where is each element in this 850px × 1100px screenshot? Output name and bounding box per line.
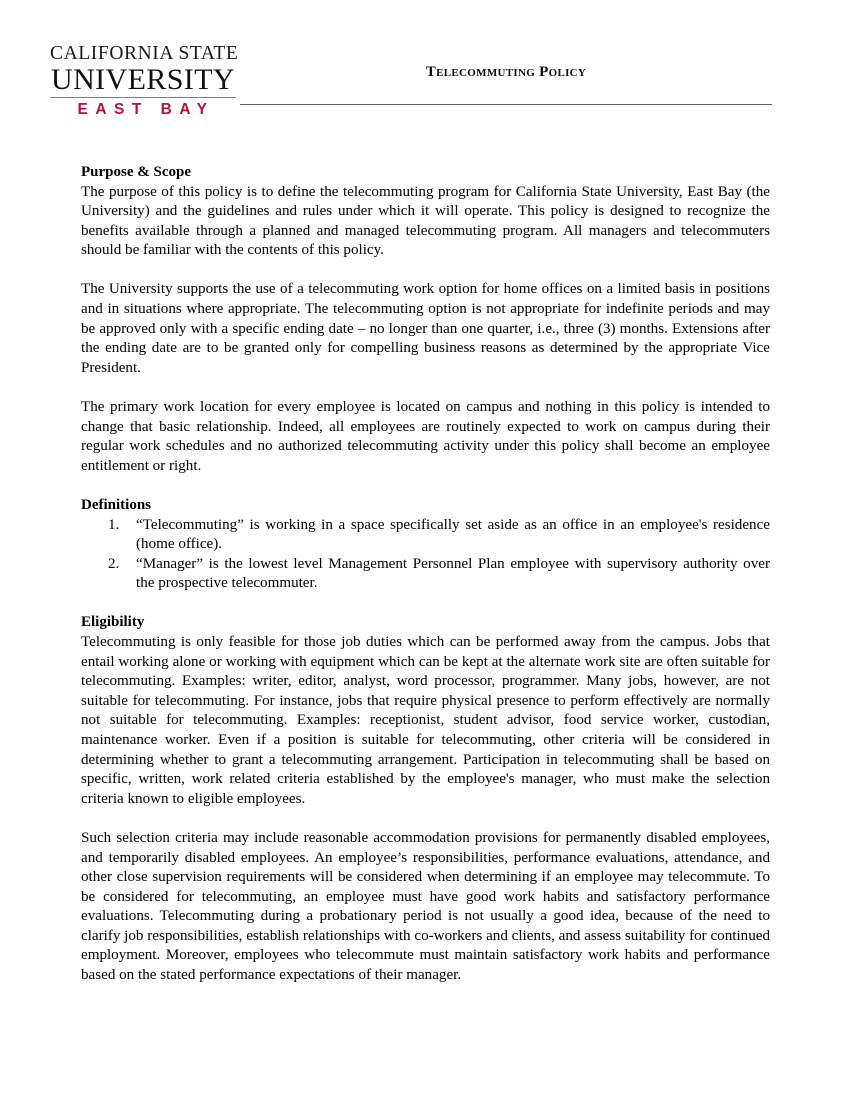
section-heading: Purpose & Scope <box>81 164 191 180</box>
list-item-number: 2. <box>108 555 120 572</box>
section-heading: Definitions <box>81 497 152 513</box>
list-item <box>81 516 770 555</box>
section-purpose-scope <box>81 163 770 476</box>
list-item-text: “Telecommuting” is working in a space specifically set aside as an office in an employee's residence (home office). <box>136 516 770 553</box>
paragraph: The primary work location for every employee is located on campus and nothing in this policy is intended to change that basic relationship. Indeed, all employees are routinely expected to work on campus during their regular work schedules and no authorized telecommuting activity under this policy shall become an employee entitlement or right. <box>81 399 770 474</box>
section-definitions <box>81 496 770 594</box>
list-item-number: 1. <box>108 516 120 533</box>
logo-text-east-bay: EAST BAY <box>77 101 215 119</box>
logo-text-california-state: CALIFORNIA STATE <box>50 43 239 64</box>
paragraph: Telecommuting is only feasible for those job duties which can be performed away from the campus. Jobs that entail working alone or working with equipment which can be kept at the alternate work site are often suitable for telecommuting. Examples: writer, editor, analyst, word processor, programmer. Many jobs, however, are not suitable for telecommuting. For instance, jobs that require physical presence to perform effectively are normally not suitable for telecommuting. Examples: receptionist, student advisor, food service worker, custodian, maintenance worker. Even if a position is suitable for telecommuting, other criteria will be considered in determining whether to grant a telecommuting arrangement. Participation in telecommuting shall be based on specific, written, work related criteria established by the employee's manager, who must make the selection criteria known to eligible employees. <box>81 633 770 807</box>
logo-text-university: UNIVERSITY <box>51 62 235 96</box>
page-title: Telecommuting Policy <box>425 64 587 80</box>
paragraph: Such selection criteria may include reasonable accommodation provisions for permanently disabled employees, and temporarily disabled employees. An employee’s responsibilities, performance evaluations, attendance, and other close supervision requirements will be considered when determining if an employee may telecommute. To be considered for telecommuting, an employee must have good work habits and satisfactory performance evaluations. Telecommuting during a probationary period is not usually a good idea, because of the need to clarify job responsibilities, establish relationships with co-workers and clients, and assess suitability for continued employment. Moreover, employees who telecommute must maintain satisfactory work habits and performance based on the stated performance expectations of their manager. <box>81 829 770 984</box>
university-logo <box>50 43 239 119</box>
list-item-text: “Manager” is the lowest level Management Personnel Plan employee with supervisory authority over the prospective telecommuter. <box>136 555 770 592</box>
list-item <box>81 555 770 594</box>
document-body <box>81 163 770 986</box>
paragraph: The purpose of this policy is to define the telecommuting program for California State University, East Bay (the University) and the guidelines and rules under which it will operate. This policy is designed to recognize the benefits available through a planned and managed telecommuting program. All managers and telecommuters should be familiar with the contents of this policy. <box>81 183 770 259</box>
section-heading: Eligibility <box>81 614 145 631</box>
definitions-list <box>81 516 770 594</box>
page-header <box>0 0 850 130</box>
logo-divider <box>50 97 236 98</box>
header-divider <box>240 104 772 105</box>
section-eligibility <box>81 613 770 985</box>
paragraph: The University supports the use of a telecommuting work option for home offices on a limited basis in positions and in situations where appropriate. The telecommuting option is not appropriate for indefinite periods and may be approved only with a specific ending date – no longer than one quarter, i.e., three (3) months. Extensions after the ending date are to be granted only for compelling business reasons as determined by the appropriate Vice President. <box>81 281 770 376</box>
